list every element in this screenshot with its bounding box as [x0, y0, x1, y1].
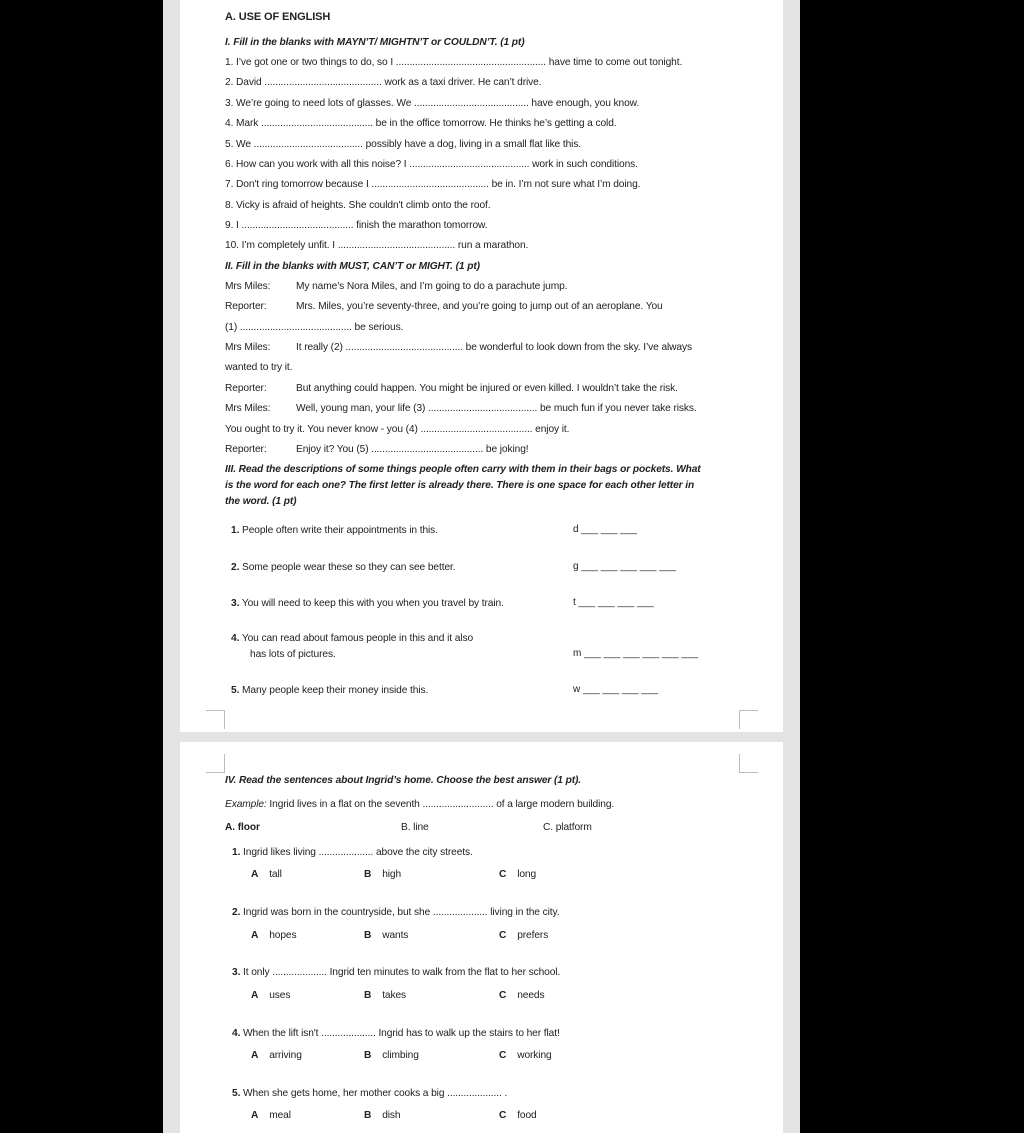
option-a: A uses: [251, 990, 291, 1001]
dialogue-text: Well, young man, your life (3) ........................................ be much fun if you never take risks.: [296, 403, 697, 414]
part1-item: 2. David ........................................... work as a taxi driver. He can’t drive.: [225, 77, 542, 88]
question-text: It only .................... Ingrid ten minutes to walk from the flat to her school.: [243, 967, 561, 978]
dialogue-line: [225, 402, 697, 415]
question-number: 1.: [232, 847, 241, 858]
dialogue-text: Enjoy it? You (5) ......................................... be joking!: [296, 444, 529, 455]
dialogue-text: But anything could happen. You might be injured or even killed. I wouldn’t take the risk.: [296, 383, 678, 394]
option-c: C food: [499, 1110, 537, 1121]
part3-item: [231, 632, 473, 645]
item-text: You will need to keep this with you when you travel by train.: [241, 598, 504, 609]
item-text: Some people wear these so they can see better.: [242, 562, 456, 573]
option-b: B climbing: [364, 1050, 419, 1061]
part1-item: 4. Mark ......................................... be in the office tomorrow. He thinks he’s getting a cold.: [225, 118, 617, 129]
item-text: Many people keep their money inside this.: [242, 685, 429, 696]
example-option: A. floor: [225, 822, 260, 833]
option-b: B wants: [364, 930, 409, 941]
part3-item: [231, 597, 504, 610]
part3-heading-line: is the word for each one? The first letter is already there. There is one space for each other letter in: [225, 480, 695, 491]
part1-item: 8. Vicky is afraid of heights. She couldn't climb onto the roof.: [225, 200, 491, 211]
part3-item: [231, 684, 428, 697]
question: [232, 846, 473, 859]
part1-heading: I. Fill in the blanks with MAYN’T/ MIGHTN’T or COULDN’T. (1 pt): [225, 37, 525, 48]
part1-item: 9. I ......................................... finish the marathon tomorrow.: [225, 220, 488, 231]
option-a: A meal: [251, 1110, 291, 1121]
speaker-label: Mrs Miles:: [225, 281, 271, 292]
answer-blank: m ___ ___ ___ ___ ___ ___: [573, 648, 699, 659]
page-corner-mark: [739, 754, 758, 773]
part2-heading: II. Fill in the blanks with MUST, CAN’T or MIGHT. (1 pt): [225, 261, 480, 272]
dialogue-line: [225, 300, 663, 313]
option-b: B takes: [364, 990, 407, 1001]
page-2: [180, 742, 783, 1133]
part4-heading: IV. Read the sentences about Ingrid’s home. Choose the best answer (1 pt).: [225, 775, 582, 786]
option-c: C needs: [499, 990, 545, 1001]
part1-item: 5. We ........................................ possibly have a dog, living in a small flat like this.: [225, 139, 582, 150]
dialogue-text: Mrs. Miles, you’re seventy-three, and you’re going to jump out of an aeroplane. You: [296, 301, 663, 312]
option-c: C long: [499, 869, 537, 880]
answer-blank: d ___ ___ ___: [573, 524, 637, 535]
part3-item: [231, 561, 455, 574]
question: [232, 966, 560, 979]
dialogue-line: [225, 423, 569, 436]
dialogue-line: [225, 361, 292, 374]
dialogue-line: [225, 443, 529, 456]
dialogue-line: [225, 382, 678, 395]
example-option: B. line: [401, 822, 429, 833]
page-corner-mark: [739, 710, 758, 729]
option-a: A hopes: [251, 930, 297, 941]
answer-blank: w ___ ___ ___ ___: [573, 684, 659, 695]
part3-heading-line: III. Read the descriptions of some things people often carry with them in their bags or pockets. What: [225, 464, 701, 475]
section-a-title: A. USE OF ENGLISH: [225, 11, 331, 23]
item-text: People often write their appointments in this.: [242, 525, 438, 536]
part1-item: 10. I’m completely unfit. I ........................................... run a marathon.: [225, 240, 529, 251]
question-text: Ingrid likes living .................... above the city streets.: [243, 847, 473, 858]
option-b: B high: [364, 869, 402, 880]
example-line: [225, 798, 614, 811]
dialogue-line: [225, 341, 692, 354]
page-corner-mark: [206, 710, 225, 729]
part1-item: 7. Don't ring tomorrow because I ........................................... be in. I’m not sure what I’m doing.: [225, 179, 641, 190]
item-text-continued: has lots of pictures.: [250, 649, 336, 660]
part1-item: 1. I’ve got one or two things to do, so I ....................................................... have time to come out tonight.: [225, 57, 683, 68]
page-corner-mark: [206, 754, 225, 773]
example-option: C. platform: [543, 822, 592, 833]
page-1: [180, 0, 783, 732]
question: [232, 1087, 507, 1100]
dialogue-line: [225, 321, 403, 334]
question-number: 5.: [232, 1088, 241, 1099]
item-number: 2.: [231, 562, 240, 573]
question-number: 2.: [232, 907, 241, 918]
question-text: When the lift isn't .................... Ingrid has to walk up the stairs to her flat!: [243, 1028, 560, 1039]
dialogue-text: You ought to try it. You never know - you (4) ......................................... enjoy it.: [225, 424, 570, 435]
dialogue-text: My name’s Nora Miles, and I’m going to do a parachute jump.: [296, 281, 568, 292]
item-number: 3.: [231, 598, 240, 609]
part1-item: 3. We’re going to need lots of glasses. We .......................................... have enough, you know.: [225, 98, 640, 109]
dialogue-text: wanted to try it.: [225, 362, 293, 373]
answer-blank: t ___ ___ ___ ___: [573, 597, 654, 608]
dialogue-line: [225, 280, 567, 293]
option-c: C working: [499, 1050, 552, 1061]
speaker-label: Reporter:: [225, 301, 267, 312]
example-label: Example:: [225, 799, 267, 810]
option-a: A tall: [251, 869, 282, 880]
item-number: 4.: [231, 633, 240, 644]
question-number: 3.: [232, 967, 241, 978]
speaker-label: Reporter:: [225, 444, 267, 455]
question-text: When she gets home, her mother cooks a big .................... .: [243, 1088, 508, 1099]
question: [232, 906, 559, 919]
speaker-label: Mrs Miles:: [225, 403, 271, 414]
part3-item: [231, 524, 438, 537]
option-a: A arriving: [251, 1050, 302, 1061]
speaker-label: Reporter:: [225, 383, 267, 394]
answer-blank: g ___ ___ ___ ___ ___: [573, 561, 676, 572]
part3-heading-line: the word. (1 pt): [225, 496, 297, 507]
example-text: Ingrid lives in a flat on the seventh .......................... of a large modern building.: [269, 799, 615, 810]
item-text: You can read about famous people in this and it also: [241, 633, 474, 644]
question: [232, 1027, 560, 1040]
option-b: B dish: [364, 1110, 401, 1121]
part1-item: 6. How can you work with all this noise? I ............................................ work in such conditions.: [225, 159, 638, 170]
option-c: C prefers: [499, 930, 549, 941]
dialogue-text: (1) ......................................... be serious.: [225, 322, 404, 333]
question-text: Ingrid was born in the countryside, but she .................... living in the city.: [243, 907, 560, 918]
question-number: 4.: [232, 1028, 241, 1039]
speaker-label: Mrs Miles:: [225, 342, 271, 353]
dialogue-text: It really (2) ........................................... be wonderful to look down from the sky. I’ve always: [296, 342, 692, 353]
item-number: 1.: [231, 525, 240, 536]
item-number: 5.: [231, 685, 240, 696]
